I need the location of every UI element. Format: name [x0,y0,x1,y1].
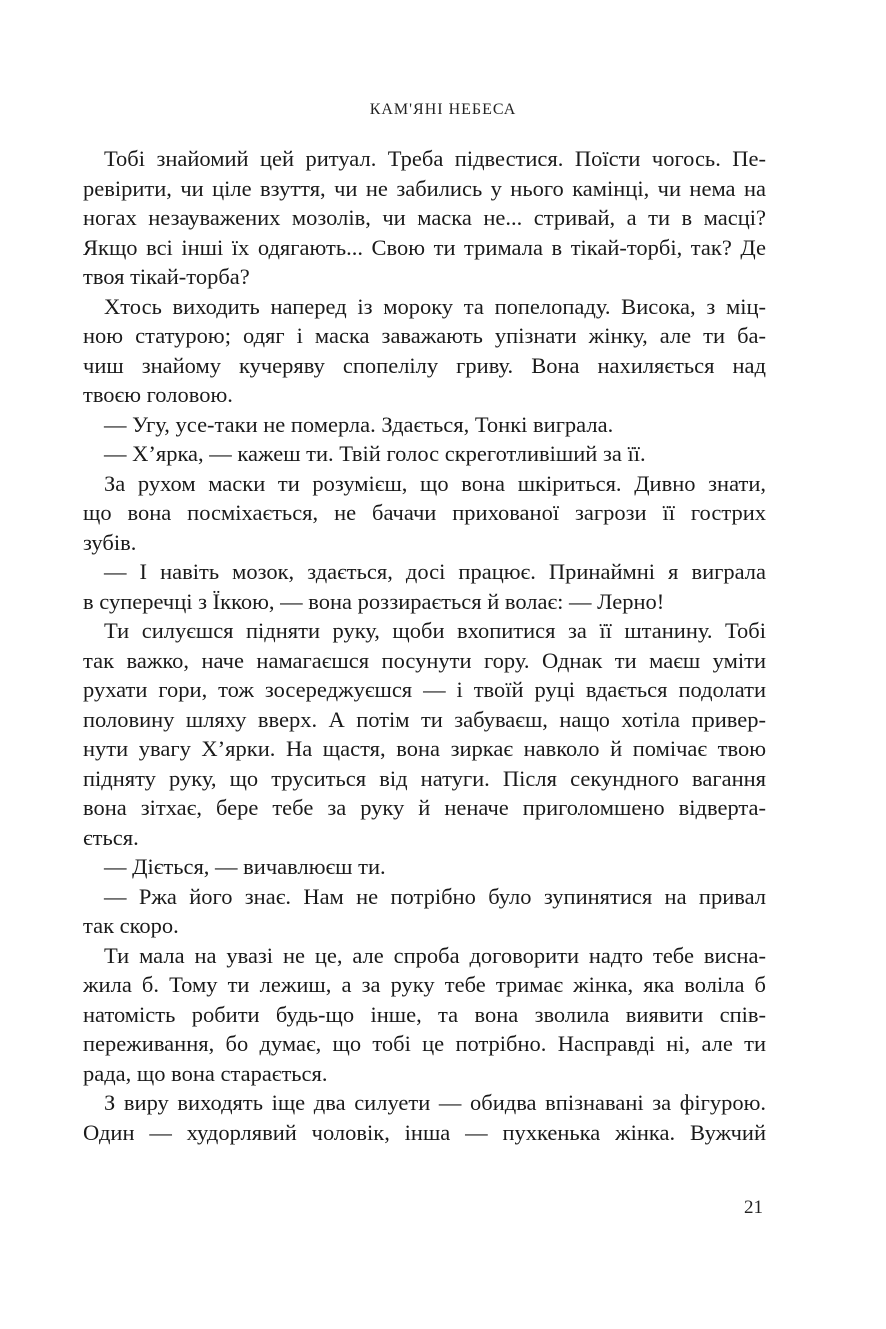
text-line: Ти силуєшся підняти руку, щоби вхопитися за її штанину. Тобі [104,618,766,643]
page-number: 21 [744,1197,763,1218]
text-line: Один — худорлявий чоловік, інша — пухкенька жінка. Вужчий [83,1119,766,1145]
text-line: рада, що вона старається. [83,1060,328,1086]
text-line: Тобі знайомий цей ритуал. Треба підвестися. Поїсти чогось. Пе- [104,146,766,171]
text-line: — Ржа його знає. Нам не потрібно було зупинятися на привал [104,883,766,909]
text-line: зубів. [83,529,137,555]
text-line: половину шляху вверх. А потім ти забуваєш, нащо хотіла привер- [83,706,766,732]
text-line: твоєю головою. [83,382,233,407]
text-line: ревірити, чи ціле взуття, чи не забились у нього камінці, чи нема на [83,175,766,201]
text-line: ється. [83,824,139,850]
text-line: рухати гори, тож зосереджуєшся — і твоїй руці вдається подолати [83,677,766,702]
text-line: — Діється, — вичавлюєш ти. [104,854,386,879]
text-line: так важко, наче намагаєшся посунути гору. Однак ти маєш уміти [83,647,766,673]
text-line: Якщо всі інші їх одягають... Свою ти тримала в тікай-торбі, так? Де [83,234,766,260]
text-line: — І навіть мозок, здається, досі працює. Принаймні я виграла [104,559,766,584]
text-line: натомість робити будь-що інше, та вона зволила виявити спів- [83,1001,766,1027]
text-line: Хтось виходить наперед із мороку та попелопаду. Висока, з міц- [104,293,766,319]
text-line: твоя тікай-торба? [83,264,250,289]
text-line: Ти мала на увазі не це, але спроба договорити надто тебе висна- [104,942,766,968]
text-line: нути увагу Х’ярки. На щастя, вона зиркає навколо й помічає твою [83,736,766,761]
text-line: що вона посміхається, не бачачи прихованої загрози її гострих [83,500,766,525]
text-line: так скоро. [83,913,179,938]
running-head: КАМ'ЯНІ НЕБЕСА [369,101,517,118]
text-line: ногах незауважених мозолів, чи маска не... стривай, а ти в масці? [83,205,766,230]
text-line: в суперечці з Їккою, — вона роззирається й волає: — Лерно! [83,588,665,614]
text-line: ною статурою; одяг і маска заважають упізнати жінку, але ти ба- [83,323,766,348]
text-line: жила б. Тому ти лежиш, а за руку тебе тримає жінка, яка воліла б [83,972,766,997]
text-line: підняту руку, що труситься від натуги. Після секундного вагання [83,765,766,791]
text-line: чиш знайому кучеряву спопелілу гриву. Вона нахиляється над [83,352,766,378]
text-line: З виру виходять іще два силуети — обидва впізнавані за фігурою. [104,1090,766,1115]
text-line: вона зітхає, бере тебе за руку й неначе приголомшено відверта- [83,795,766,820]
text-line: За рухом маски ти розумієш, що вона шкіриться. Дивно знати, [104,470,766,496]
text-line: — Угу, усе-таки не померла. Здається, Тонкі виграла. [104,411,614,437]
body-text [83,144,766,1147]
text-line: — Х’ярка, — кажеш ти. Твій голос скреготливіший за її. [104,441,646,466]
text-line: переживання, бо думає, що тобі це потрібно. Насправді ні, але ти [83,1031,766,1056]
